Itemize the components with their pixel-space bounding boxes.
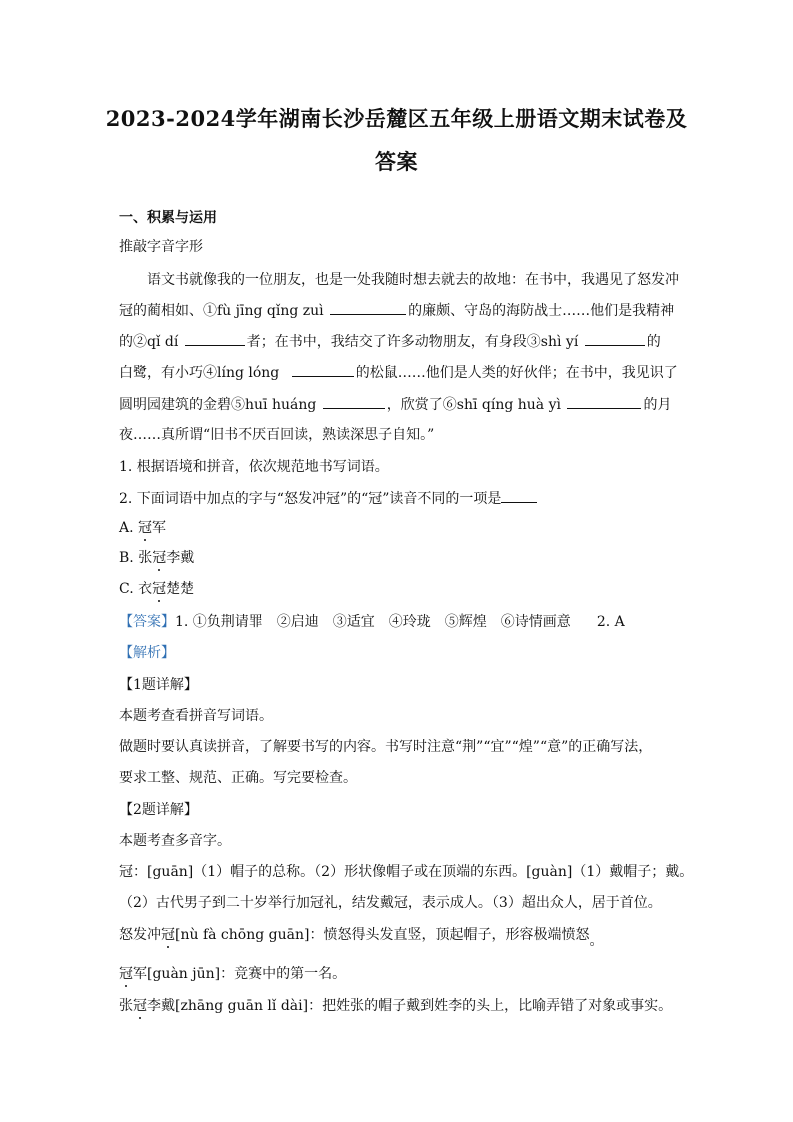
option-b: [119, 548, 194, 568]
text-fragment: 张: [119, 998, 133, 1014]
detail-1-text: 做题时要认真读拼音，了解要书写的内容。书写时注意“荆”“宜”“煌”“意”的正确写法，: [119, 739, 653, 755]
passage-text: ，欣赏了⑥shī qíng huà yì: [386, 397, 561, 413]
detail-2-text: [119, 925, 604, 949]
detail-2-text: [119, 996, 672, 1016]
dotted-char: 冠: [161, 927, 175, 943]
answer-text-1: 1. ①负荆请罪 ②启迪 ③适宜 ④玲珑 ⑤辉煌 ⑥诗情画意: [175, 614, 571, 630]
text-fragment: 军[guàn jūn]：竞赛中的第一名。: [133, 966, 347, 982]
option-text: B. 张: [119, 550, 153, 566]
text-fragment: 。: [589, 933, 604, 949]
detail-1-text: 要求工整、规范、正确。写完要检查。: [119, 770, 357, 786]
answer-blank-2[interactable]: [185, 331, 245, 346]
passage-text: 白鹭，有小巧④líng lóng: [119, 365, 280, 381]
question-1: 1. 根据语境和拼音，依次规范地书写词语。: [119, 459, 389, 475]
option-a: [119, 518, 166, 538]
passage-line-1: 语文书就像我的一位朋友，也是一处我随时想去就去的故地：在书中，我遇见了怒发冲: [147, 272, 679, 288]
option-text: 军: [152, 520, 167, 536]
dotted-char: 冠: [133, 998, 147, 1014]
option-text: A.: [119, 520, 139, 536]
passage-text: 的②qǐ dí: [119, 334, 179, 350]
detail-2-heading: 【2题详解】: [119, 802, 198, 818]
dotted-char: 冠: [138, 520, 153, 536]
answer-blank-4[interactable]: [292, 362, 354, 377]
answer-tag: 【答案】: [119, 614, 175, 630]
section-subheading: 推敲字音字形: [119, 239, 203, 255]
text-fragment: [nù fà chōng guān]：愤怒得头发直竖，顶起帽子，形容极端愤怒: [175, 927, 590, 943]
passage-line-4: [119, 362, 678, 383]
document-title-line2: 答案: [375, 149, 418, 174]
answer-blank-1[interactable]: [330, 300, 406, 315]
detail-1-text: 本题考查看拼音写词语。: [119, 708, 273, 724]
detail-2-text: 本题考查多音字。: [119, 833, 231, 849]
section-heading: 一、积累与运用: [119, 210, 217, 226]
passage-line-5: [119, 394, 671, 415]
dotted-char: 冠: [152, 581, 167, 597]
answer-blank-6[interactable]: [567, 394, 641, 409]
question-2-text: 2. 下面词语中加点的字与“怒发冲冠”的“冠”读音不同的一项是: [119, 491, 502, 507]
answer-line: [119, 612, 625, 632]
question-2: [119, 488, 537, 509]
passage-line-2: [119, 300, 674, 321]
passage-line-3: [119, 331, 661, 352]
option-c: [119, 579, 194, 599]
detail-1-heading: 【1题详解】: [119, 677, 198, 693]
detail-2-text: 冠：[guān]（1）帽子的总称。（2）形状像帽子或在顶端的东西。[guàn]（1）戴帽子；戴。: [119, 864, 694, 880]
passage-text: 的松鼠……他们是人类的好伙伴；在书中，我见识了: [355, 365, 678, 381]
passage-text: 冠的蔺相如、①fù jīng qǐng zuì: [119, 303, 324, 319]
passage-text: 的: [646, 334, 661, 350]
passage-line-6: 夜……真所谓“旧书不厌百回读，熟读深思子自知。”: [119, 427, 435, 443]
answer-blank-3[interactable]: [585, 331, 645, 346]
option-text: 李戴: [166, 550, 195, 566]
option-text: C. 衣: [119, 581, 153, 597]
dotted-char: 冠: [152, 550, 167, 566]
text-fragment: 怒发冲: [119, 927, 161, 943]
answer-blank-5[interactable]: [323, 394, 385, 409]
analysis-tag: 【解析】: [119, 645, 175, 661]
document-title-line1: 2023-2024学年湖南长沙岳麓区五年级上册语文期末试卷及: [105, 106, 688, 131]
detail-2-text: [119, 964, 346, 984]
answer-blank-q2[interactable]: [501, 488, 537, 503]
passage-text: 圆明园建筑的金碧⑤huī huáng: [119, 397, 317, 413]
passage-text: 者；在书中，我结交了许多动物朋友，有身段③shì yí: [246, 334, 579, 350]
detail-2-text: （2）古代男子到二十岁举行加冠礼，结发戴冠，表示成人。（3）超出众人，居于首位。: [119, 895, 662, 911]
passage-text: 的廉颇、守岛的海防战士……他们是我精神: [408, 303, 675, 319]
dotted-char: 冠: [119, 966, 133, 982]
answer-text-2: 2. A: [596, 614, 625, 630]
option-text: 楚楚: [166, 581, 195, 597]
passage-text: 的月: [643, 397, 672, 413]
text-fragment: 李戴[zhāng guān lǐ dài]：把姓张的帽子戴到姓李的头上，比喻弄错了对象或事实。: [147, 998, 673, 1014]
